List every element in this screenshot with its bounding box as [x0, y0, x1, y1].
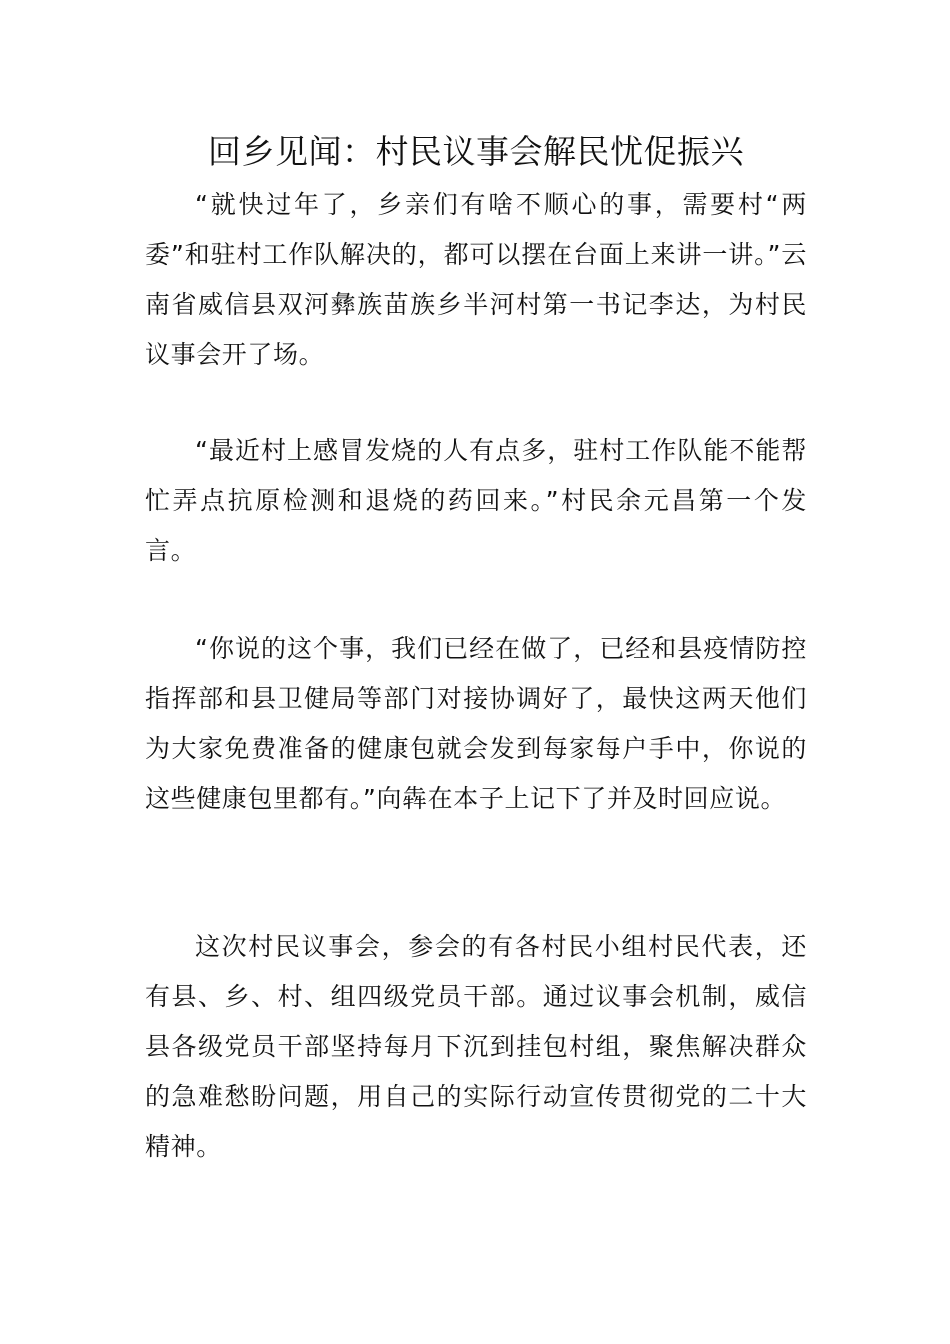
paragraph-response: “你说的这个事，我们已经在做了，已经和县疫情防控指挥部和县卫健局等部门对接协调好了，最快这两天他们为大家免费准备的健康包就会发到每家每户手中，你说的这些健康包里都有。”向犇在本子上记下了并及时回应说。 — [145, 634, 807, 813]
paragraph-opening: “就快过年了，乡亲们有啥不顺心的事，需要村“两委”和驻村工作队解决的，都可以摆在台面上来讲一讲。”云南省威信县双河彝族苗族乡半河村第一书记李达，为村民议事会开了场。 — [145, 190, 807, 369]
paragraph-summary: 这次村民议事会，参会的有各村民小组村民代表，还有县、乡、村、组四级党员干部。通过议事会机制，威信县各级党员干部坚持每月下沉到挂包村组，聚焦解决群众的急难愁盼问题，用自己的实际行动宣传贯彻党的二十大精神。 — [145, 932, 807, 1161]
paragraph-villager-request: “最近村上感冒发烧的人有点多，驻村工作队能不能帮忙弄点抗原检测和退烧的药回来。”村民余元昌第一个发言。 — [145, 436, 807, 565]
document-title: 回乡见闻：村民议事会解民忧促振兴 — [208, 132, 744, 171]
